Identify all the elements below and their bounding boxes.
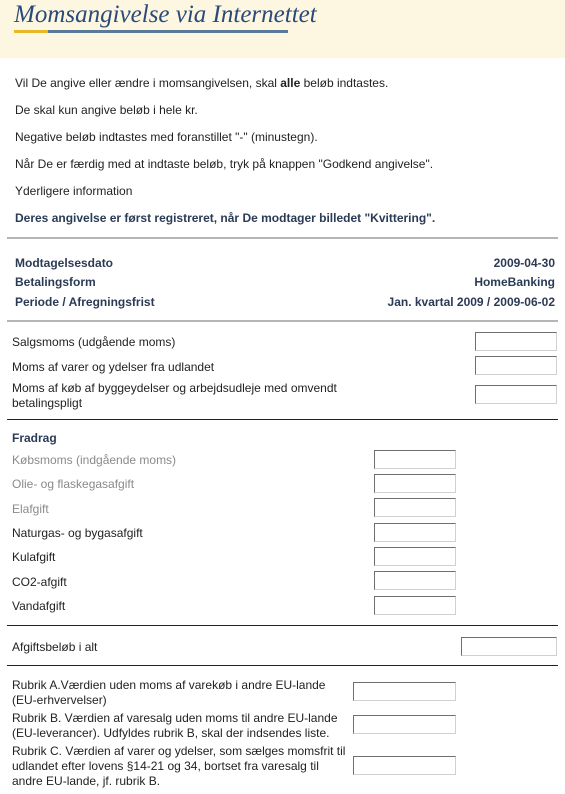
intro-line-negative: Negative beløb indtastes med foranstillet "-" (minustegn). [15, 130, 318, 144]
intro-emphasis: alle [280, 76, 301, 90]
total-duty-label: Afgiftsbeløb i alt [12, 640, 98, 654]
registration-notice: Deres angivelse er først registreret, når De modtager billedet "Kvittering". [15, 211, 436, 225]
deductions-title: Fradrag [12, 431, 57, 445]
divider [7, 237, 558, 239]
total-duty-input[interactable] [461, 637, 557, 656]
rubrik-c-input[interactable] [353, 756, 456, 775]
water-duty-input[interactable] [374, 596, 456, 615]
electricity-duty-input[interactable] [374, 498, 456, 517]
intro-line-whole-kroner: De skal kun angive beløb i hele kr. [15, 103, 198, 117]
purchase-vat-input[interactable] [374, 450, 456, 469]
title-underline-accent [14, 30, 48, 33]
sales-vat-input[interactable] [475, 332, 557, 351]
rubrik-a-label: Rubrik A.Værdien uden moms af varekøb i andre EU-lande (EU-erhvervelser) [12, 678, 326, 707]
divider [7, 665, 558, 666]
rubrik-b-label: Rubrik B. Værdien af varesalg uden moms til andre EU-lande (EU-leverancer). Udfyldes rubrik B, skal der indsendes liste. [12, 711, 338, 740]
receipt-date-value: 2009-04-30 [493, 256, 555, 270]
intro-line-approve: Når De er færdig med at indtaste beløb, tryk på knappen "Godkend angivelse". [15, 157, 434, 171]
water-duty-label: Vandafgift [12, 599, 66, 613]
oil-gas-duty-input[interactable] [374, 474, 456, 493]
receipt-date-label: Modtagelsesdato [15, 256, 114, 270]
divider [7, 320, 558, 322]
co2-duty-label: CO2-afgift [12, 575, 67, 589]
foreign-vat-label: Moms af varer og ydelser fra udlandet [12, 360, 215, 374]
purchase-vat-label: Købsmoms (indgående moms) [12, 453, 177, 467]
electricity-duty-label: Elafgift [12, 502, 49, 516]
natural-gas-duty-label: Naturgas- og bygasafgift [12, 526, 143, 540]
page-header [0, 0, 565, 58]
divider [7, 419, 558, 420]
payment-method-label: Betalingsform [15, 275, 96, 289]
sales-vat-label: Salgsmoms (udgående moms) [12, 335, 176, 349]
reverse-charge-vat-label: Moms af køb af byggeydelser og arbejdsudleje med omvendt betalingspligt [12, 381, 337, 410]
natural-gas-duty-input[interactable] [374, 523, 456, 542]
intro-text: Vil De angive eller ændre i momsangivelsen, skal [15, 76, 281, 90]
co2-duty-input[interactable] [374, 571, 456, 590]
coal-duty-input[interactable] [374, 547, 456, 566]
period-value: Jan. kvartal 2009 / 2009-06-02 [387, 295, 555, 309]
foreign-vat-input[interactable] [475, 356, 557, 375]
oil-gas-duty-label: Olie- og flaskegasafgift [12, 477, 135, 491]
payment-method-value: HomeBanking [474, 275, 555, 289]
title-underline [48, 30, 288, 33]
period-label: Periode / Afregningsfrist [15, 295, 155, 309]
rubrik-c-label: Rubrik C. Værdien af varer og ydelser, som sælges momsfrit til udlandet efter lovens §14-21 og 34, bortset fra varesalg til andre EU-lande, jf. rubrik B. [12, 744, 346, 788]
divider [7, 625, 558, 626]
page-title: Momsangivelse via Internettet [14, 1, 317, 28]
intro-text: beløb indtastes. [300, 76, 389, 90]
intro-line-all-amounts [15, 76, 388, 90]
reverse-charge-vat-input[interactable] [475, 385, 557, 404]
coal-duty-label: Kulafgift [12, 550, 56, 564]
more-information-link[interactable]: Yderligere information [15, 184, 133, 198]
rubrik-a-input[interactable] [353, 682, 456, 701]
rubrik-b-input[interactable] [353, 715, 456, 734]
